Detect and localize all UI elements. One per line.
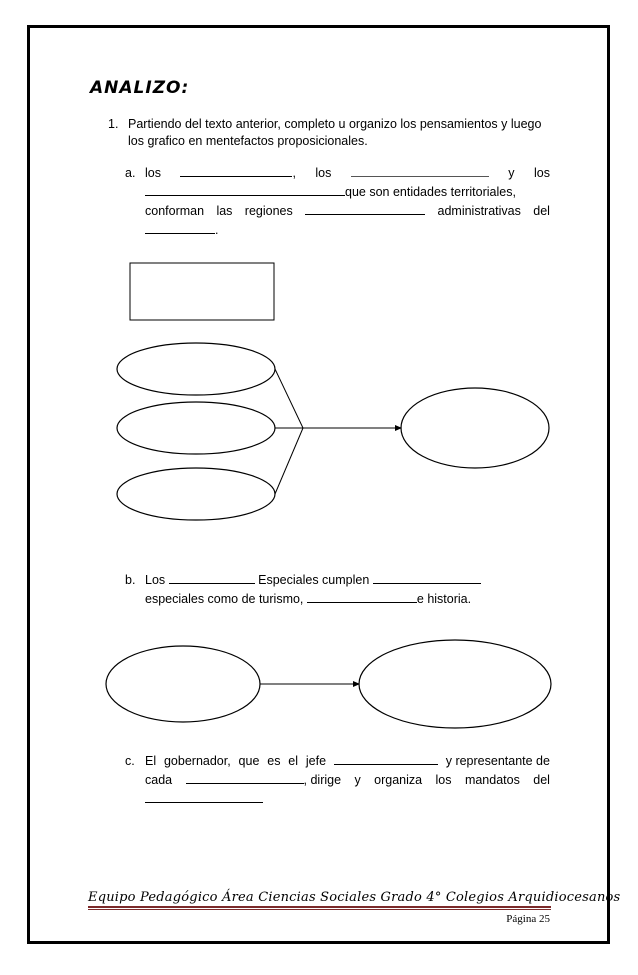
word: es [267, 754, 281, 768]
ellipse-top[interactable] [117, 343, 275, 395]
word: conforman [145, 204, 205, 218]
ellipse-target-2[interactable] [359, 640, 551, 728]
ellipse-bottom[interactable] [117, 468, 275, 520]
word: mandatos [464, 773, 520, 787]
word: , [292, 166, 296, 180]
word: cada [145, 773, 173, 787]
concept-box[interactable] [130, 263, 274, 320]
word: las [216, 204, 233, 218]
word: del [533, 773, 550, 787]
section-heading: ANALIZO: [90, 78, 190, 98]
question-a-label: a. [125, 166, 136, 180]
word: el [288, 754, 299, 768]
word: y representante de [445, 754, 550, 768]
word: administrativas [437, 204, 521, 218]
word: los [145, 166, 161, 180]
word: que [238, 754, 260, 768]
word: y [508, 166, 515, 180]
word: del [533, 204, 550, 218]
ellipse-middle[interactable] [117, 402, 275, 454]
connector-top [275, 369, 303, 428]
question-b-label: b. [125, 573, 136, 587]
word: El [145, 754, 157, 768]
ellipse-source-2[interactable] [106, 646, 260, 722]
word: Los [145, 573, 166, 587]
word: y [354, 773, 361, 787]
word: jefe [305, 754, 327, 768]
word: Especiales cumplen [258, 573, 370, 587]
word: organiza [374, 773, 423, 787]
item-text: Partiendo del texto anterior, completo u organizo los pensamientos y luego los grafico en mentefactos proposicionales. [128, 117, 542, 148]
connector-bottom [275, 428, 303, 494]
page-number: Página 25 [506, 913, 550, 925]
ellipse-target-1[interactable] [401, 388, 549, 468]
footer-rule [88, 906, 551, 910]
word: los [315, 166, 332, 180]
word: regiones [244, 204, 293, 218]
word: gobernador, [163, 754, 231, 768]
word: . [215, 223, 219, 237]
word: los [435, 773, 452, 787]
word: , dirige [303, 773, 342, 787]
word: e historia. [416, 592, 472, 606]
footer-text: Equipo Pedagógico Área Ciencias Sociales Grado 4° Colegios Arquidiocesanos [88, 890, 621, 905]
word: los [533, 166, 550, 180]
word: que son entidades territoriales, [345, 185, 516, 199]
item-number: 1. [108, 117, 119, 131]
question-c-label: c. [125, 754, 135, 768]
word: especiales como de turismo, [145, 592, 304, 606]
